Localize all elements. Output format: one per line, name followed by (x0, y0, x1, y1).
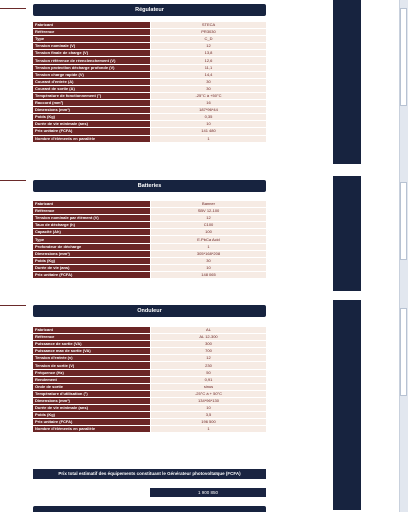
table-row (33, 208, 266, 215)
row-label: Référence (33, 208, 151, 215)
table-row (33, 257, 266, 264)
row-value: E.PbCa Acid (151, 236, 267, 243)
row-label: Température de fonctionnement (°) (33, 92, 151, 99)
row-label: Dimensions (mm³) (33, 397, 151, 404)
row-label: Fréquence (Hz) (33, 369, 151, 376)
row-value: 30 (151, 85, 267, 92)
row-value: -25°C à +50°C (151, 92, 267, 99)
row-label: Onde de sortie (33, 383, 151, 390)
row-label: Tension nominale par élément (V) (33, 215, 151, 222)
row-label: Nombre d'éléments en parallèle (33, 426, 151, 433)
scrollbar-thumb-3[interactable] (400, 308, 407, 396)
table-row (33, 397, 266, 404)
row-label: Taux de décharge (h) (33, 222, 151, 229)
row-label: Type (33, 236, 151, 243)
row-label: Capacité (Ah) (33, 229, 151, 236)
row-label: Tension protection décharge profonde (V) (33, 64, 151, 71)
table-row (33, 250, 266, 257)
table-row (33, 215, 266, 222)
row-value: C_D (151, 36, 267, 43)
table-row (33, 341, 266, 348)
row-label: Poids (Kg) (33, 114, 151, 121)
table-row (33, 121, 266, 128)
row-value: 230 (151, 362, 267, 369)
row-label: Type (33, 36, 151, 43)
row-value: 12 (151, 215, 267, 222)
row-value: 0,91 (151, 376, 267, 383)
row-value: 30 (151, 78, 267, 85)
section-divider-onduleur (0, 305, 26, 306)
row-label: Tension référence de réenclenchement (V) (33, 57, 151, 64)
section-divider-regulateur (0, 8, 26, 9)
table-row (33, 29, 266, 36)
row-label: Tension de sortie (V) (33, 362, 151, 369)
row-label: Fabricant (33, 327, 151, 334)
scrollbar-thumb-1[interactable] (400, 8, 407, 106)
row-value: 300 (151, 341, 267, 348)
section-divider-batteries (0, 180, 26, 181)
table-row (33, 426, 266, 433)
row-value: 10 (151, 121, 267, 128)
table-row (33, 22, 266, 29)
table-row (33, 36, 266, 43)
table-row (33, 229, 266, 236)
total-price-label: Prix total estimatif des équipements constituant le Générateur photovoltaïque (FCFA) (33, 469, 266, 479)
row-label: Tension nominale (V) (33, 43, 151, 50)
row-value: 1 (151, 426, 267, 433)
side-strip-3 (333, 300, 361, 510)
row-value: Banner (151, 201, 267, 208)
table-row (33, 383, 266, 390)
row-value: 11,1 (151, 64, 267, 71)
table-row (33, 128, 266, 135)
row-value: 14,4 (151, 71, 267, 78)
batteries-header: Batteries (33, 180, 266, 192)
row-value: 12 (151, 355, 267, 362)
row-value: 196 500 (151, 419, 267, 426)
row-label: Prix unitaire (FCFA) (33, 271, 151, 278)
table-row (33, 92, 266, 99)
row-label: Référence (33, 334, 151, 341)
table-row (33, 236, 266, 243)
row-value: 148 065 (151, 271, 267, 278)
table-row (33, 376, 266, 383)
onduleur-table (33, 327, 266, 433)
total-price-value: 1 900 850 (150, 488, 266, 497)
table-row (33, 135, 266, 142)
row-label: Durée de vie (ans) (33, 264, 151, 271)
row-value: STECA (151, 22, 267, 29)
row-value: 3,5 (151, 412, 267, 419)
table-row (33, 114, 266, 121)
row-label: Température d'utilisation (°) (33, 390, 151, 397)
batteries-table (33, 201, 266, 279)
row-value: PR3030 (151, 29, 267, 36)
row-label: Dimensions (mm³) (33, 107, 151, 114)
row-value: 100 (151, 229, 267, 236)
table-row (33, 107, 266, 114)
row-label: Puissance de sortie (VA) (33, 341, 151, 348)
row-value: 1 (151, 243, 267, 250)
table-row (33, 362, 266, 369)
table-row (33, 243, 266, 250)
row-value: 1 (151, 135, 267, 142)
row-value: C100 (151, 222, 267, 229)
row-value: 13,8 (151, 50, 267, 57)
table-row (33, 201, 266, 208)
row-value: 134*96*130 (151, 397, 267, 404)
row-value: 12,6 (151, 57, 267, 64)
row-label: Rendement (33, 376, 151, 383)
side-strip-2 (333, 176, 361, 291)
row-label: Prix unitaire (FCFA) (33, 419, 151, 426)
table-row (33, 100, 266, 107)
row-value: -25°C à + 50°C (151, 390, 267, 397)
table-row (33, 78, 266, 85)
table-row (33, 348, 266, 355)
row-value: 50 (151, 369, 267, 376)
row-label: Dimensions (mm³) (33, 250, 151, 257)
row-value: AL 12-300 (151, 334, 267, 341)
table-row (33, 334, 266, 341)
row-value: 30 (151, 257, 267, 264)
table-row (33, 419, 266, 426)
row-label: Durée de vie minimale (ans) (33, 405, 151, 412)
row-value: 187*96*44 (151, 107, 267, 114)
table-row (33, 71, 266, 78)
table-row (33, 271, 266, 278)
row-label: Fabricant (33, 201, 151, 208)
row-value: 700 (151, 348, 267, 355)
row-label: Puissance max de sortie (VA) (33, 348, 151, 355)
table-row (33, 264, 266, 271)
table-row (33, 390, 266, 397)
row-label: Poids (Kg) (33, 412, 151, 419)
row-label: Fabricant (33, 22, 151, 29)
next-section-header (33, 506, 266, 512)
table-row (33, 355, 266, 362)
table-row (33, 85, 266, 92)
row-label: Tension charge rapide (V) (33, 71, 151, 78)
table-row (33, 43, 266, 50)
table-row (33, 64, 266, 71)
row-label: Courant d'entrée (A) (33, 78, 151, 85)
row-value: SBV 12-100 (151, 208, 267, 215)
row-value: 16 (151, 100, 267, 107)
scrollbar-thumb-2[interactable] (400, 182, 407, 260)
row-value: 0,35 (151, 114, 267, 121)
row-label: Référence (33, 29, 151, 36)
row-value: 10 (151, 264, 267, 271)
row-label: Tension d'entrée (v) (33, 355, 151, 362)
table-row (33, 57, 266, 64)
row-value: 141 480 (151, 128, 267, 135)
row-label: Nombre d'éléments en parallèle (33, 135, 151, 142)
row-value: 12 (151, 43, 267, 50)
row-value: 305*168*208 (151, 250, 267, 257)
row-label: Raccord (mm²) (33, 100, 151, 107)
table-row (33, 369, 266, 376)
regulateur-header: Régulateur (33, 4, 266, 16)
row-value: sinus (151, 383, 267, 390)
table-row (33, 405, 266, 412)
onduleur-header: Onduleur (33, 305, 266, 317)
side-strip-1 (333, 0, 361, 164)
table-row (33, 412, 266, 419)
row-label: Courant de sortie (A) (33, 85, 151, 92)
row-label: Prix unitaire (FCFA) (33, 128, 151, 135)
row-value: 10 (151, 405, 267, 412)
table-row (33, 50, 266, 57)
row-label: Tension finale de charge (V) (33, 50, 151, 57)
row-label: Profondeur de décharge (33, 243, 151, 250)
row-label: Poids (Kg) (33, 257, 151, 264)
table-row (33, 327, 266, 334)
row-label: Durée de vie minimale (ans) (33, 121, 151, 128)
row-value: AL (151, 327, 267, 334)
regulateur-table (33, 22, 266, 143)
table-row (33, 222, 266, 229)
